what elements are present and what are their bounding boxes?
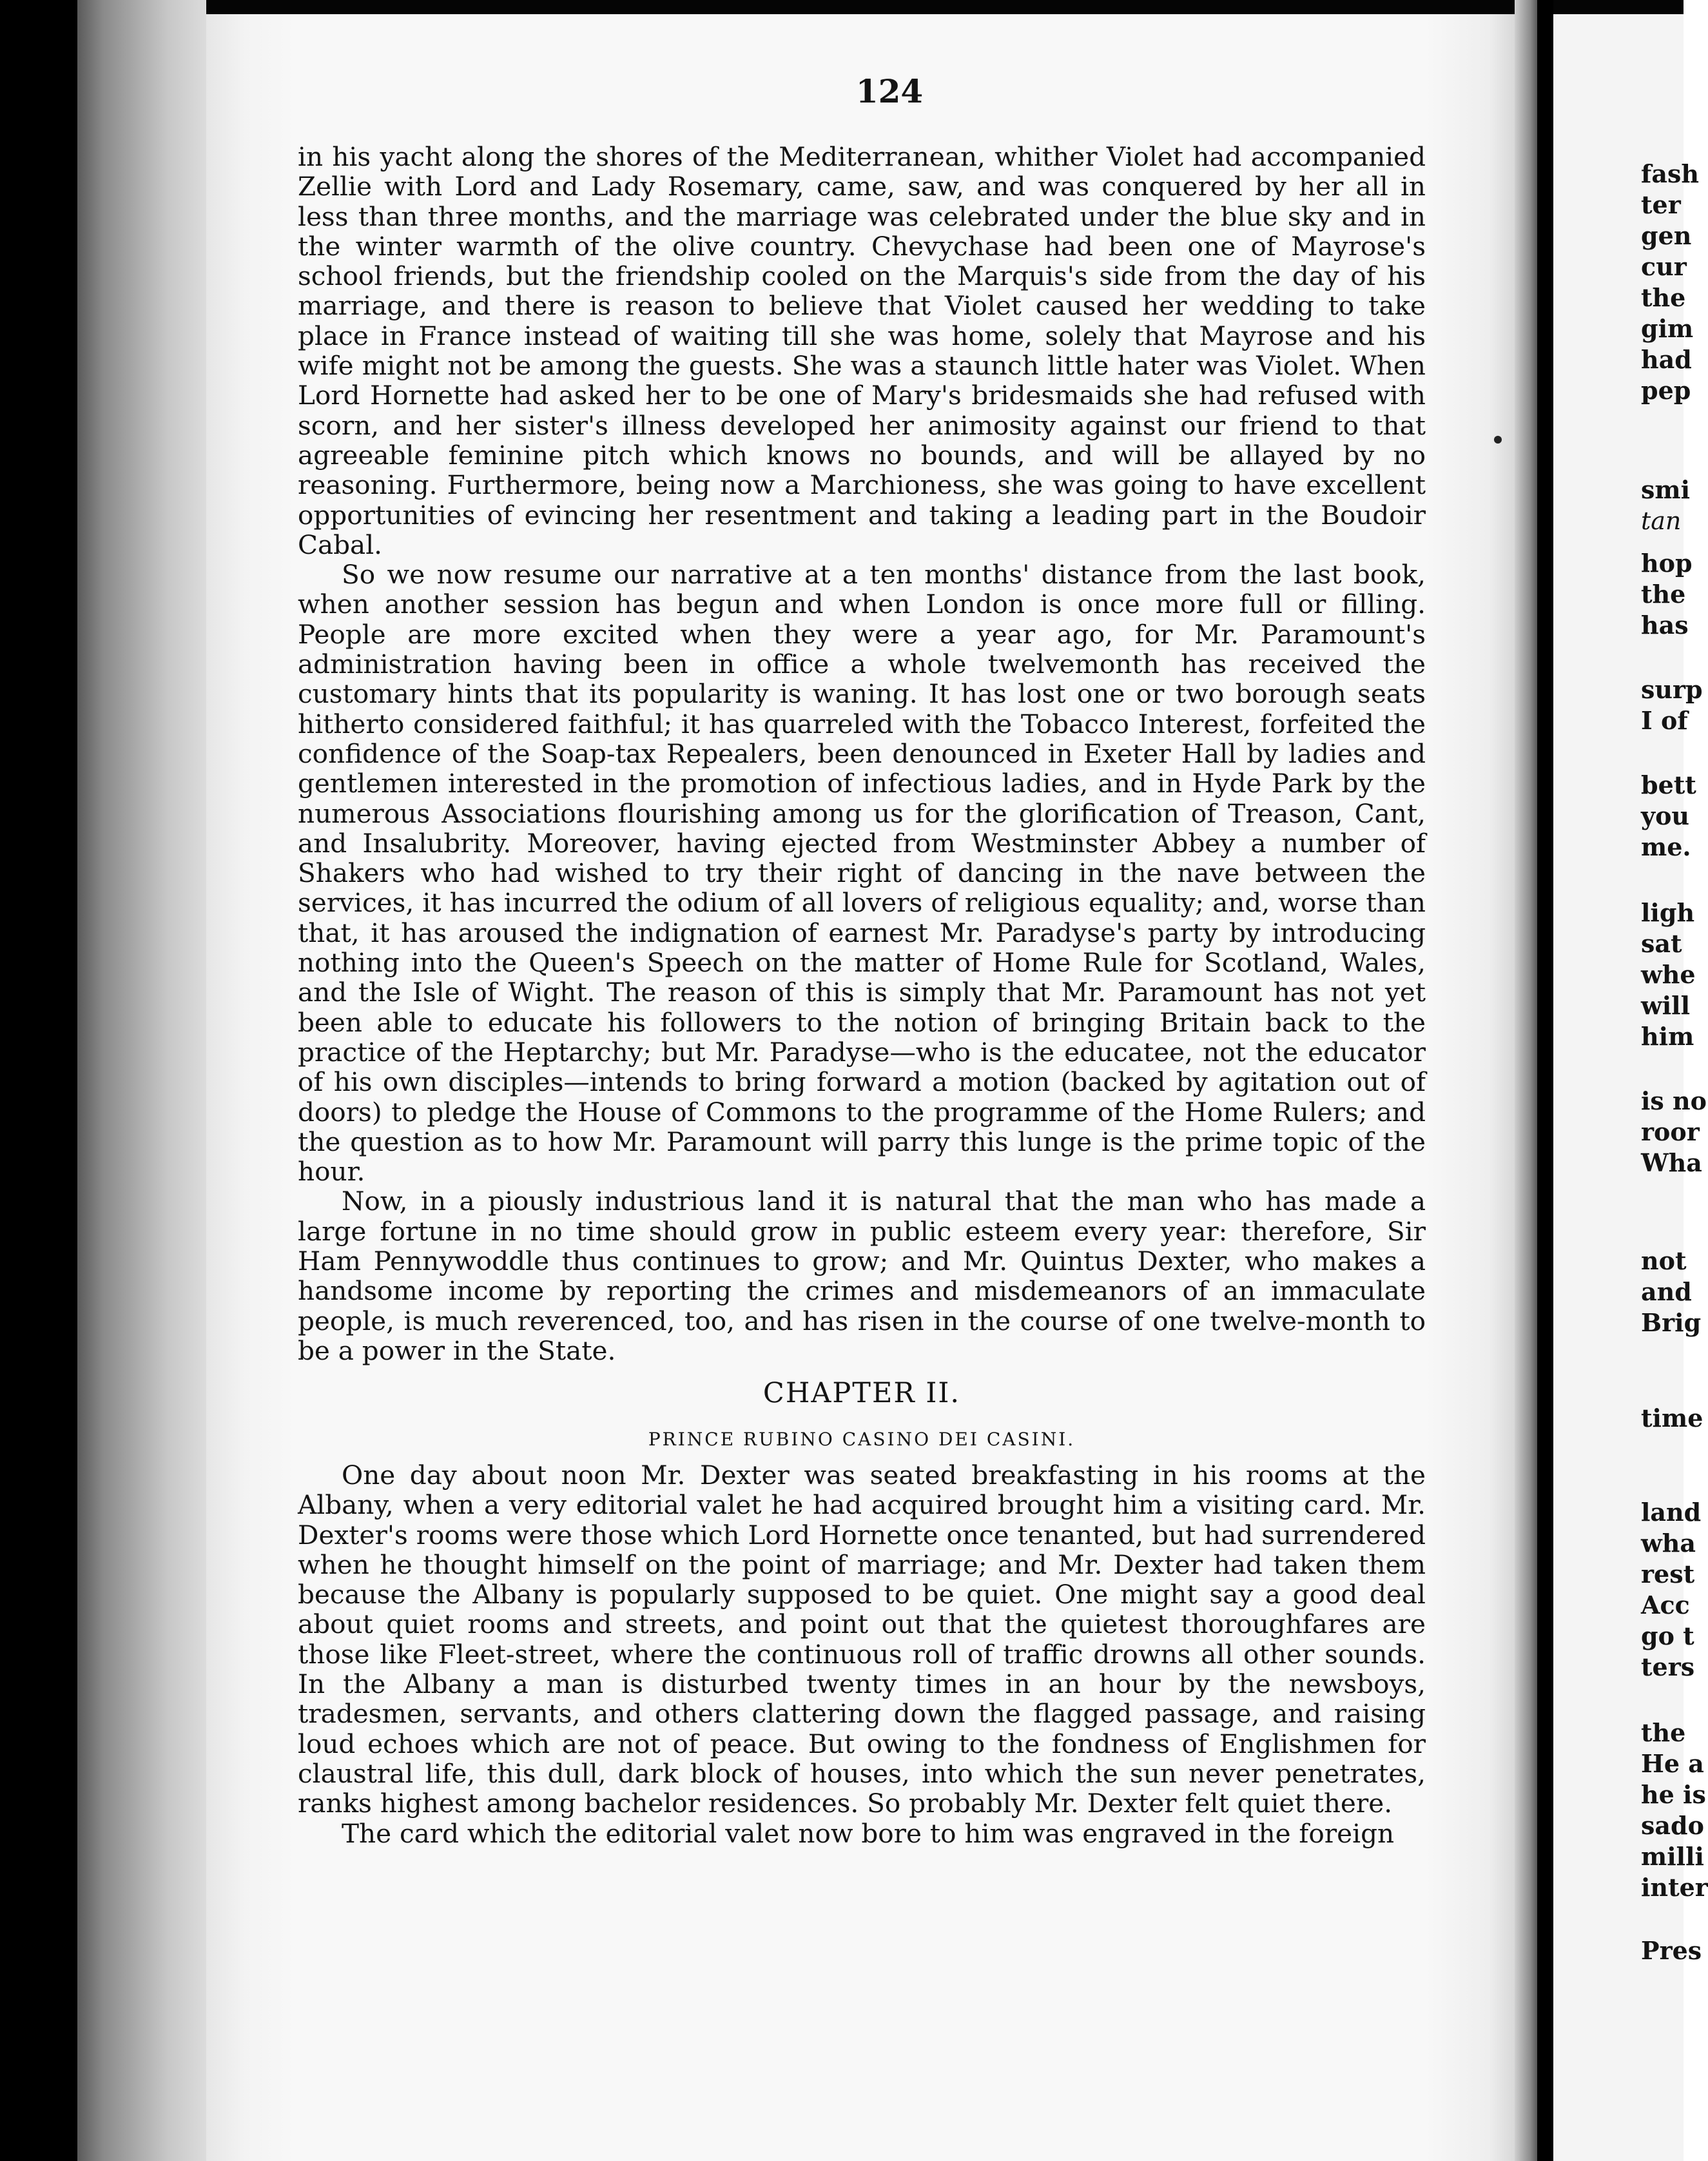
- facing-line: and: [1641, 1277, 1692, 1306]
- facing-line: has: [1641, 611, 1689, 640]
- page-stack-edge: [77, 0, 206, 2161]
- facing-line: Brig: [1641, 1308, 1702, 1337]
- paragraph-card: The card which the editorial valet now bore to him was engraved in the foreign: [342, 1817, 1395, 1849]
- facing-line: will: [1641, 991, 1691, 1020]
- facing-line: is no: [1641, 1086, 1707, 1115]
- scan-border-left: [0, 0, 77, 2161]
- spine-shadow: [1537, 0, 1553, 2161]
- facing-line: go t: [1641, 1621, 1694, 1650]
- facing-line: ter: [1641, 190, 1681, 219]
- facing-line: had: [1641, 345, 1692, 374]
- chapter-heading: CHAPTER II.: [762, 1377, 961, 1409]
- facing-line: sat: [1641, 929, 1682, 958]
- facing-line: the: [1641, 580, 1686, 609]
- facing-line: gim: [1641, 314, 1694, 343]
- paragraph-resume: So we now resume our narrative at a ten months' distance from the last book, when another session has begun and when London is once more full or filling. People are more excited when they were a year ago, for Mr. Paramount's administration having been in office a whole twelvemonth has received the customary hints that its popularity is waning. It has lost one or two borough seats hitherto considered faithful; it has quarreled with the Tobacco Interest, forfeited the confidence of the Soap-tax Repealers, been denounced in Exeter Hall by ladies and gentlemen interested in the promotion of infectious ladies, and in Hyde Park by the numerous Associations flourishing among us for the glorification of Treason, Cant, and Insalubrity. Moreover, having ejected from Westminster Abbey a number of Shakers who had wished to try their right of dancing in the nave between the services, it has incurred the odium of all lovers of religious equality; and, worse than that, it has aroused the indignation of earnest Mr. Paradyse's party by introducing nothing into the Queen's Speech on the matter of Home Rule for Scotland, Wales, and the Isle of Wight. The reason of this is simply that Mr. Paramount has not yet been able to educate his followers to the notion of bringing Britain back to the practice of the Heptarchy; but Mr. Paradyse—who is the educatee, not the educator of his own disciples—intends to bring forward a motion (backed by agitation out of doors) to pledge the House of Commons to the programme of the Home Rulers; and the question as to how Mr. Paramount will parry this lunge is the prime topic of the hour.: [298, 559, 1426, 1188]
- facing-line: pep: [1641, 376, 1691, 405]
- facing-line: gen: [1641, 221, 1692, 250]
- facing-line: time: [1641, 1403, 1703, 1433]
- facing-line: inter: [1641, 1873, 1708, 1902]
- scan-border-top: [0, 0, 1684, 14]
- facing-line: I of: [1641, 706, 1688, 735]
- facing-line: tan: [1641, 507, 1682, 535]
- facing-line: me.: [1641, 832, 1691, 861]
- facing-line: land: [1641, 1498, 1702, 1527]
- facing-line: Acc: [1641, 1590, 1690, 1619]
- facing-line: He a: [1641, 1749, 1704, 1778]
- facing-line: cur: [1641, 252, 1687, 281]
- facing-line: Pres: [1641, 1936, 1702, 1965]
- paragraph-one-day: One day about noon Mr. Dexter was seated breakfasting in his rooms at the Albany, when a very editorial valet he had acquired brought him a visiting card. Mr. Dexter's rooms were those which Lord Hornette once tenanted, but had surrendered when he thought himself on the point of marriage; and Mr. Dexter had taken them because the Albany is popularly supposed to be quiet. One might say a good deal about quiet rooms and streets, and point out that the quietest thoroughfares are those like Fleet-street, where the continuous roll of traffic drowns all other sounds. In the Albany a man is disturbed twenty times in an hour by the newsboys, tradesmen, servants, and others clattering down the flagged passage, and raising loud echoes which are not of peace. But owing to the fondness of Englishmen for claustral life, this dull, dark block of houses, into which the sun never penetrates, ranks highest among bachelor residences. So probably Mr. Dexter felt quiet there.: [298, 1460, 1426, 1819]
- page-number: 124: [855, 72, 924, 110]
- facing-line: the: [1641, 1718, 1686, 1747]
- ink-spot: [1494, 436, 1502, 444]
- text-block-upper: [298, 142, 1426, 1365]
- facing-line: he is: [1641, 1780, 1706, 1809]
- facing-line: whe: [1641, 960, 1696, 989]
- chapter-subheading: PRINCE RUBINO CASINO DEI CASINI.: [648, 1429, 1076, 1450]
- facing-line: bett: [1641, 770, 1696, 799]
- facing-line: ters: [1641, 1652, 1695, 1681]
- paragraph-continuation: in his yacht along the shores of the Mediterranean, whither Violet had accompanied Zellie with Lord and Lady Rosemary, came, saw, and was conquered by her all in less than three months, and the marriage was celebrated under the blue sky and in the winter warmth of the olive country. Chevychase had been one of Mayrose's school friends, but the friendship cooled on the Marquis's side from the day of his marriage, and there is reason to believe that Violet caused her wedding to take place in France instead of waiting till she was home, solely that Mayrose and his wife might not be among the guests. She was a staunch little hater was Violet. When Lord Hornette had asked her to be one of Mary's bridesmaids she had refused with scorn, and her sister's illness developed her animosity against our friend to that agreeable feminine pitch which knows no bounds, and will be allayed by no reasoning. Furthermore, being now a Marchioness, she was going to have excellent opportunities of evincing her resentment and taking a leading part in the Boudoir Cabal.: [298, 141, 1426, 560]
- facing-line: not: [1641, 1246, 1687, 1275]
- text-block-lower: [298, 1460, 1426, 1848]
- facing-line: roor: [1641, 1117, 1700, 1146]
- facing-line: fash: [1641, 159, 1699, 188]
- facing-line: hop: [1641, 549, 1693, 578]
- facing-line: ligh: [1641, 898, 1695, 927]
- facing-line: smi: [1641, 475, 1691, 504]
- facing-line: you: [1641, 801, 1690, 830]
- facing-line: the: [1641, 283, 1686, 312]
- facing-line: him: [1641, 1022, 1694, 1051]
- facing-line: sado: [1641, 1811, 1704, 1840]
- facing-line: wha: [1641, 1529, 1696, 1558]
- paragraph-now: Now, in a piously industrious land it is natural that the man who has made a large fortune in no time should grow in public esteem every year: therefore, Sir Ham Pennywoddle thus continues to grow; and Mr. Quintus Dexter, who makes a handsome income by reporting the crimes and misdemeanors of an immaculate people, is much reverenced, too, and has risen in the course of one twelve-month to be a power in the State.: [298, 1186, 1426, 1366]
- facing-line: milli: [1641, 1842, 1704, 1871]
- facing-line: surp: [1641, 675, 1703, 704]
- facing-line: rest: [1641, 1560, 1695, 1589]
- facing-line: Wha: [1641, 1148, 1702, 1177]
